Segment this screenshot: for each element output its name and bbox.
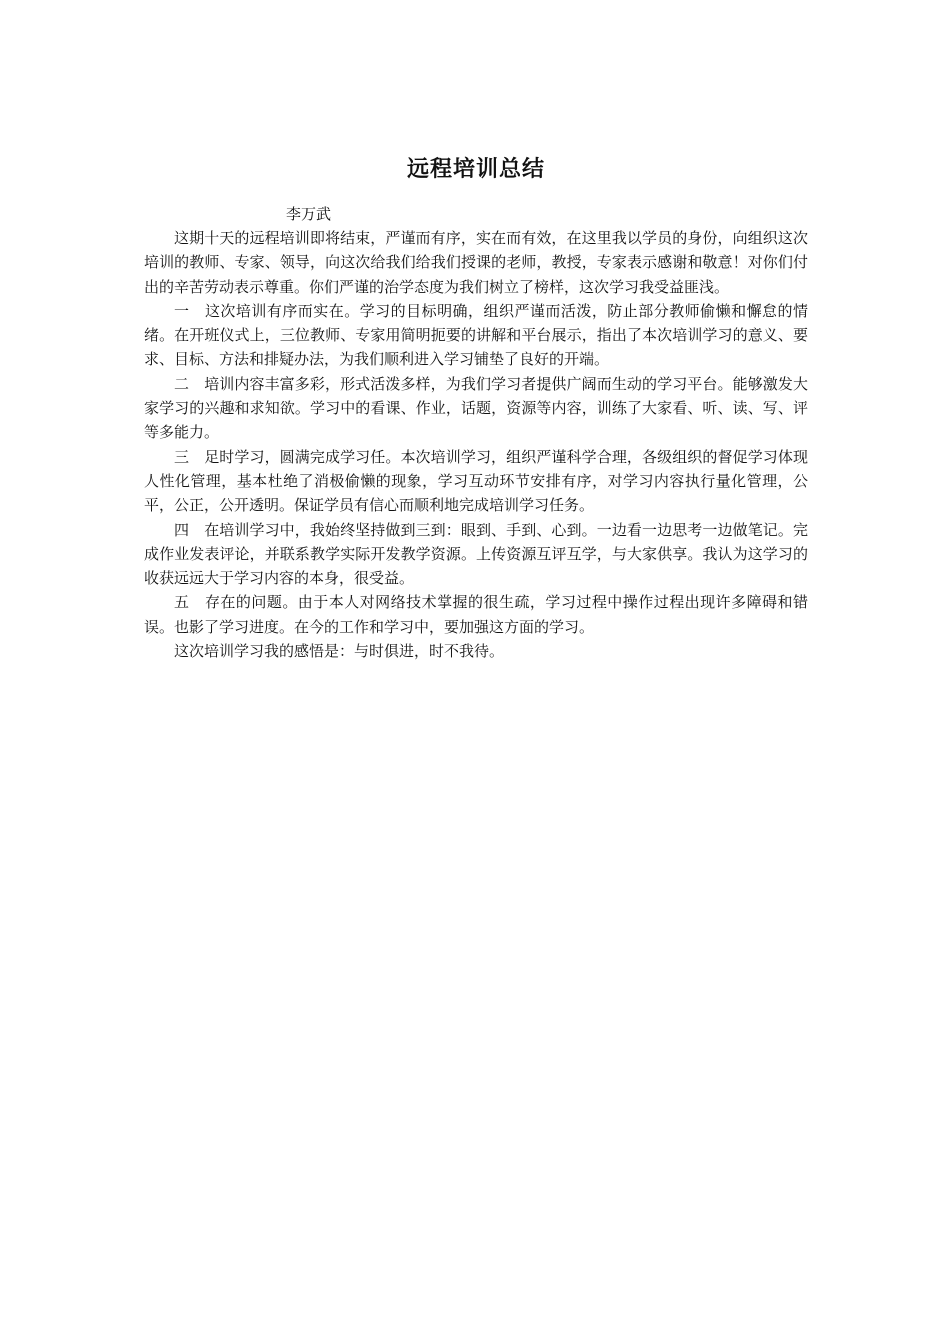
document-title: 远程培训总结 xyxy=(406,157,545,182)
paragraph-point-4: 四 在培训学习中，我始终坚持做到三到：眼到、手到、心到。一边看一边思考一边做笔记。完成作业发表评论，并联系教学实际开发教学资源。上传资源互评互学，与大家供享。我认为这学习的收获远远大于学习内容的本身，很受益。 xyxy=(144,520,808,588)
paragraph-point-5: 五 存在的问题。由于本人对网络技术掌握的很生疏，学习过程中操作过程出现许多障碍和错误。也影了学习进度。在今的工作和学习中，要加强这方面的学习。 xyxy=(144,593,808,636)
paragraph-point-2: 二 培训内容丰富多彩，形式活泼多样，为我们学习者提供广阔而生动的学习平台。能够激发大家学习的兴趣和求知欲。学习中的看课、作业，话题，资源等内容，训练了大家看、听、读、写、评等多能力。 xyxy=(144,374,808,442)
document-author: 李万武 xyxy=(286,205,332,223)
paragraph-intro: 这期十天的远程培训即将结束，严谨而有序，实在而有效，在这里我以学员的身份，向组织这次培训的教师、专家、领导，向这次给我们给我们授课的老师，教授，专家表示感谢和敬意！对你们付出的辛苦劳动表示尊重。你们严谨的治学态度为我们树立了榜样，这次学习我受益匪浅。 xyxy=(144,229,808,296)
paragraph-point-3: 三 足时学习，圆满完成学习任。本次培训学习，组织严谨科学合理，各级组织的督促学习体现人性化管理，基本杜绝了消极偷懒的现象，学习互动环节安排有序，对学习内容执行量化管理，公平，公正，公开透明。保证学员有信心而顺利地完成培训学习任务。 xyxy=(144,447,808,515)
document-body xyxy=(144,152,808,663)
paragraph-point-1: 一 这次培训有序而实在。学习的目标明确，组织严谨而活泼，防止部分教师偷懒和懈怠的情绪。在开班仪式上，三位教师、专家用简明扼要的讲解和平台展示，指出了本次培训学习的意义、要求、目标、方法和排疑办法，为我们顺利进入学习铺垫了良好的开端。 xyxy=(144,301,808,369)
paragraph-conclusion: 这次培训学习我的感悟是：与时俱进，时不我待。 xyxy=(174,642,505,661)
